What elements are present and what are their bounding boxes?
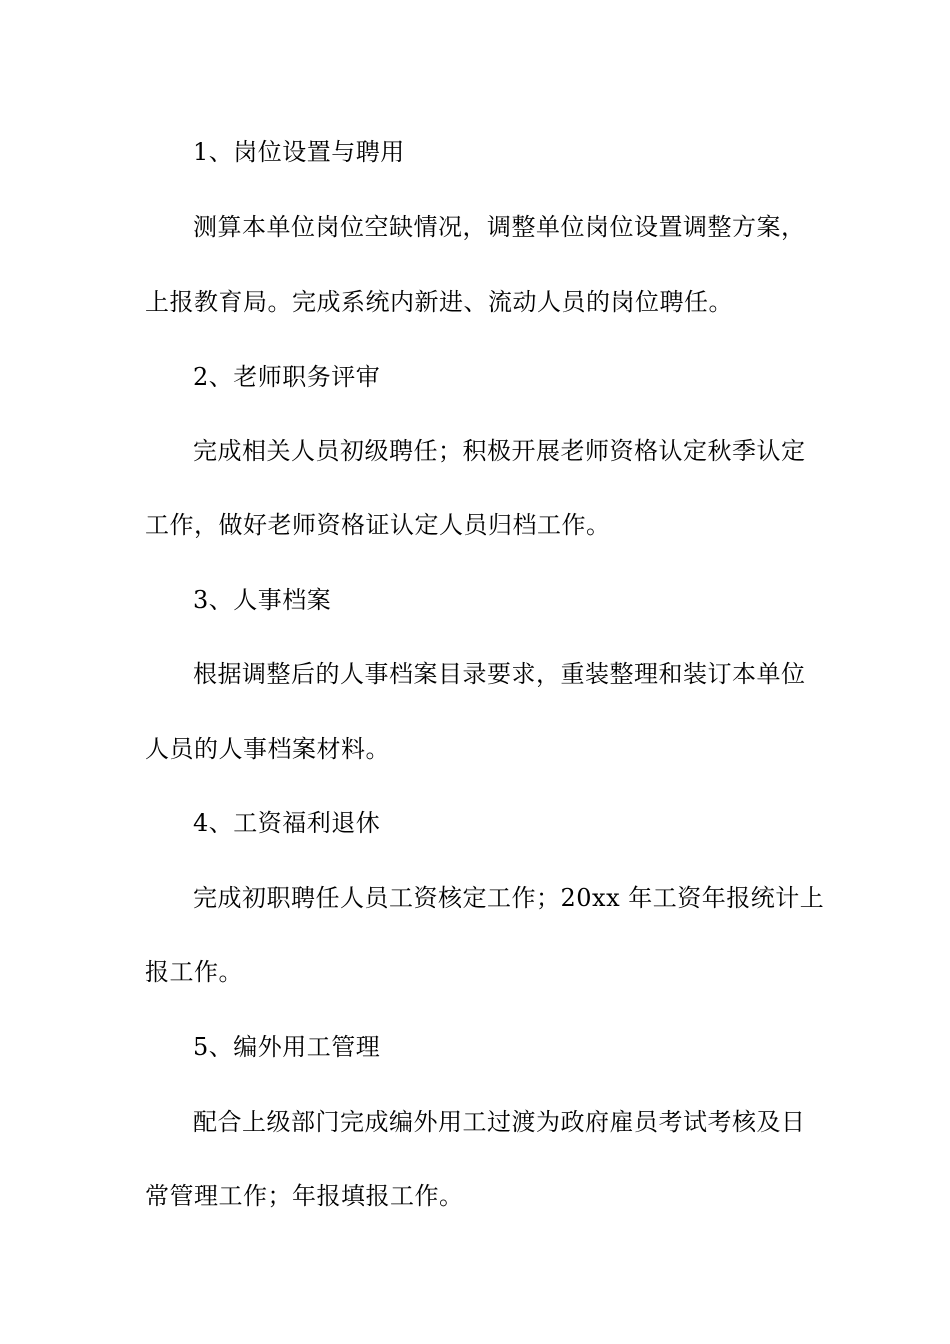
paragraph-line: 上报教育局。完成系统内新进、流动人员的岗位聘任。 xyxy=(145,288,733,316)
section-heading: 1、岗位设置与聘用 xyxy=(193,138,405,166)
paragraph-line: 完成相关人员初级聘任；积极开展老师资格认定秋季认定 xyxy=(193,437,806,465)
paragraph-line: 工作，做好老师资格证认定人员归档工作。 xyxy=(145,511,611,539)
paragraph-line: 报工作。 xyxy=(145,958,243,986)
paragraph-line: 常管理工作；年报填报工作。 xyxy=(145,1182,464,1210)
paragraph-line: 人员的人事档案材料。 xyxy=(145,735,390,763)
paragraph-line: 根据调整后的人事档案目录要求，重装整理和装订本单位 xyxy=(193,660,806,688)
paragraph-line: 配合上级部门完成编外用工过渡为政府雇员考试考核及日 xyxy=(193,1108,806,1136)
section-heading: 2、老师职务评审 xyxy=(193,363,381,391)
section-heading: 5、编外用工管理 xyxy=(193,1033,381,1061)
section-heading: 3、人事档案 xyxy=(193,586,332,614)
paragraph-line: 测算本单位岗位空缺情况，调整单位岗位设置调整方案， xyxy=(193,213,806,241)
section-heading: 4、工资福利退休 xyxy=(193,809,381,837)
paragraph-line: 完成初职聘任人员工资核定工作；20xx 年工资年报统计上 xyxy=(193,884,825,912)
